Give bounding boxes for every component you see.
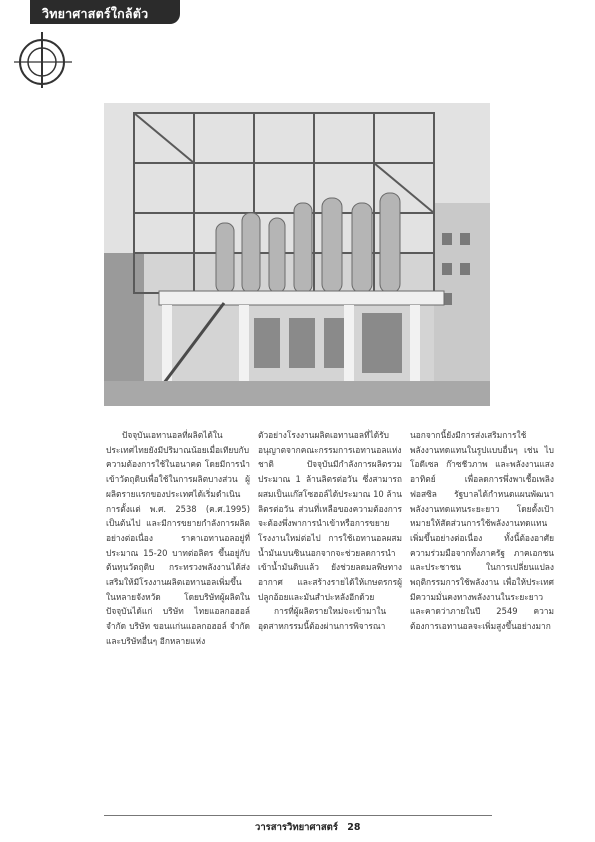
section-tab <box>30 0 180 24</box>
page-number: 28 <box>347 822 361 833</box>
article-text: ปัจจุบันเอทานอลที่ผลิตได้ในประเทศไทยยังมีปริมาณน้อยเมื่อเทียบกับความต้องการใช้ในอนาคต โดยมีการนำเข้าวัตถุดิบเพื่อใช้ในการผลิตบางส่วน ผู้ผลิตรายแรกของประเทศได้เริ่มดำเนินการตั้งแต่ พ.ศ. 2538 (ค.ศ.1995) เป็นต้นไป และมีการขยายกำลังการผลิตอย่างต่อเนื่อง ราคาเอทานอลอยู่ที่ประมาณ 15-20 บาทต่อลิตร ขึ้นอยู่กับต้นทุนวัตถุดิบ กระทรวงพลังงานได้ส่งเสริมให้มีโรงงานผลิตเอทานอลเพิ่มขึ้นในหลายจังหวัด โดยบริษัทผู้ผลิตในปัจจุบันได้แก่ บริษัท ไทยแอลกอฮอล์ จำกัด บริษัท ขอนแก่นแอลกอฮอล์ จำกัด และบริษัทอื่นๆ อีกหลายแห่ง <box>106 430 250 646</box>
article-column-2 <box>258 428 402 634</box>
section-label: วิทยาศาสตร์ใกล้ตัว <box>42 6 149 21</box>
article-text: นอกจากนี้ยังมีการส่งเสริมการใช้พลังงานทดแทนในรูปแบบอื่นๆ เช่น ไบโอดีเซล ก๊าซชีวภาพ และพลังงานแสงอาทิตย์ เพื่อลดการพึ่งพาเชื้อเพลิงฟอสซิล รัฐบาลได้กำหนดแผนพัฒนาพลังงานทดแทนระยะยาว โดยตั้งเป้าหมายให้สัดส่วนการใช้พลังงานทดแทนเพิ่มขึ้นอย่างต่อเนื่อง ทั้งนี้ต้องอาศัยความร่วมมือจากทั้งภาครัฐ ภาคเอกชน และประชาชน ในการเปลี่ยนแปลงพฤติกรรมการใช้พลังงาน เพื่อให้ประเทศมีความมั่นคงทางพลังงานในระยะยาว และคาดว่าภายในปี 2549 ความต้องการเอทานอลจะเพิ่มสูงขึ้นอย่างมาก <box>410 430 554 632</box>
article-column-1 <box>106 428 250 649</box>
article-text: การที่ผู้ผลิตรายใหม่จะเข้ามาในอุตสาหกรรมนี้ต้องผ่านการพิจารณา <box>258 606 387 632</box>
ethanol-plant-photo <box>104 103 490 406</box>
article-text: ตัวอย่างโรงงานผลิตเอทานอลที่ได้รับอนุญาตจากคณะกรรมการเอทานอลแห่งชาติ ปัจจุบันมีกำลังการผลิตรวมประมาณ 1 ล้านลิตรต่อวัน ซึ่งสามารถผสมเป็นแก๊สโซฮอล์ได้ประมาณ 10 ล้านลิตรต่อวัน ส่วนที่เหลือของความต้องการจะต้องพึ่งพาการนำเข้าหรือการขยายโรงงานใหม่ต่อไป การใช้เอทานอลผสมน้ำมันเบนซินนอกจากจะช่วยลดการนำเข้าน้ำมันดิบแล้ว ยังช่วยลดมลพิษทางอากาศ และสร้างรายได้ให้เกษตรกรผู้ปลูกอ้อยและมันสำปะหลังอีกด้วย <box>258 430 402 602</box>
footer-divider <box>104 815 492 816</box>
page-footer <box>255 820 361 835</box>
magazine-name: วารสารวิทยาศาสตร์ <box>255 822 338 833</box>
magazine-logo-icon <box>14 28 76 90</box>
article-column-3 <box>410 428 554 634</box>
header-band <box>0 0 595 80</box>
